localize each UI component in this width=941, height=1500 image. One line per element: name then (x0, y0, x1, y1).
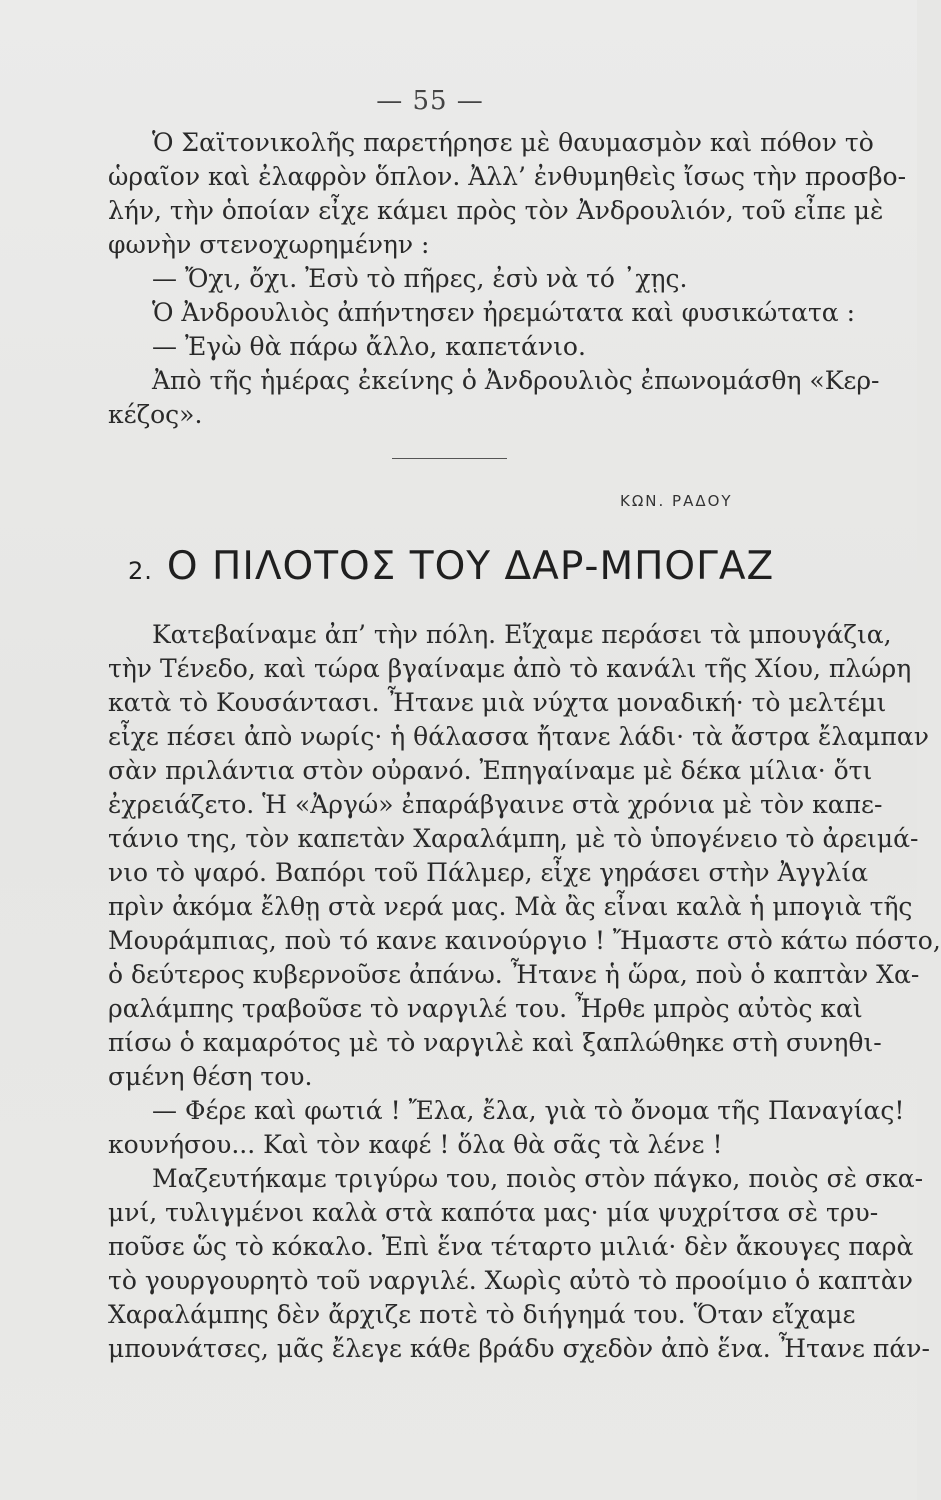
text-line: εἶχε πέσει ἀπὸ νωρίς· ἡ θάλασσα ἤτανε λάδι· τὰ ἄστρα ἔλαμπαν (108, 722, 929, 751)
top-paragraph (108, 126, 907, 432)
text-line: Ὁ Σαϊτονικολῆς παρετήρησε μὲ θαυμασμὸν καὶ πόθον τὸ (152, 128, 874, 157)
text-line: ραλάμπης τραβοῦσε τὸ ναργιλέ του. Ἦρθε μπρὸς αὐτὸς καὶ (108, 994, 863, 1023)
text-line: σμένη θέση του. (108, 1062, 313, 1091)
chapter-heading (128, 544, 774, 589)
text-line: μπουνάτσες, μᾶς ἔλεγε κάθε βράδυ σχεδὸν ἀπὸ ἕνα. Ἦτανε πάν- (108, 1334, 930, 1363)
text-line: τὴν Τένεδο, καὶ τώρα βγαίναμε ἀπὸ τὸ κανάλι τῆς Χίου, πλώρη (108, 654, 912, 683)
chapter-title: Ο ΠΙΛΟΤΟΣ ΤΟΥ ΔΑΡ-ΜΠΟΓΑΖ (166, 544, 775, 589)
section-divider (392, 458, 507, 459)
text-line: φωνὴν στενοχωρημένην : (108, 230, 430, 259)
text-line: πρὶν ἀκόμα ἔλθῃ στὰ νερά μας. Μὰ ἂς εἶναι καλὰ ἡ μπογιὰ τῆς (108, 892, 913, 921)
text-line: Χαραλάμπης δὲν ἄρχιζε ποτὲ τὸ διήγημά του. Ὅταν εἴχαμε (108, 1300, 856, 1329)
text-line: κουνήσου... Καὶ τὸν καφέ ! ὅλα θὰ σᾶς τὰ λένε ! (108, 1130, 723, 1159)
text-line: ποῦσε ὥς τὸ κόκαλο. Ἐπὶ ἕνα τέταρτο μιλιά· δὲν ἄκουγες παρὰ (108, 1232, 914, 1261)
page-number: — 55 — (376, 86, 484, 116)
text-line: σὰν πριλάντια στὸν οὐρανό. Ἐπηγαίναμε μὲ δέκα μίλια· ὅτι (108, 756, 873, 785)
text-line: τὸ γουργουρητὸ τοῦ ναργιλέ. Χωρὶς αὐτὸ τὸ προοίμιο ὁ καπτὰν (108, 1266, 913, 1295)
text-line: ὡραῖον καὶ ἐλαφρὸν ὅπλον. Ἀλλ’ ἐνθυμηθεὶς ἴσως τὴν προσβο- (108, 162, 907, 191)
text-line: ἐχρειάζετο. Ἡ «Ἀργώ» ἐπαράβγαινε στὰ χρόνια μὲ τὸν καπε- (108, 790, 883, 819)
text-line: λήν, τὴν ὁποίαν εἶχε κάμει πρὸς τὸν Ἀνδρουλιόν, τοῦ εἶπε μὲ (108, 196, 884, 225)
text-line: Ἀπὸ τῆς ἡμέρας ἐκείνης ὁ Ἀνδρουλιὸς ἐπωνομάσθη «Κερ- (152, 366, 880, 395)
chapter-number: 2. (128, 557, 153, 585)
text-line: νιο τὸ ψαρό. Βαπόρι τοῦ Πάλμερ, εἶχε γηράσει στὴν Ἀγγλία (108, 858, 869, 887)
text-line: Μαζευτήκαμε τριγύρω του, ποιὸς στὸν πάγκο, ποιὸς σὲ σκα- (152, 1164, 924, 1193)
author-signature: ΚΩΝ. ΡΑΔΟΥ (620, 492, 733, 510)
text-line: ὁ δεύτερος κυβερνοῦσε ἀπάνω. Ἦτανε ἡ ὥρα, ποὺ ὁ καπτὰν Χα- (108, 960, 920, 989)
text-line: κατὰ τὸ Κουσάντασι. Ἦτανε μιὰ νύχτα μοναδική· τὸ μελτέμι (108, 688, 887, 717)
text-line: — Ὄχι, ὄχι. Ἐσὺ τὸ πῆρες, ἐσὺ νὰ τό ᾽χῃς. (152, 264, 688, 293)
text-line: — Φέρε καὶ φωτιά ! Ἔλα, ἔλα, γιὰ τὸ ὄνομα τῆς Παναγίας! (152, 1096, 905, 1125)
text-line: κέζος». (108, 400, 203, 429)
text-line: πίσω ὁ καμαρότος μὲ τὸ ναργιλὲ καὶ ξαπλώθηκε στὴ συνηθι- (108, 1028, 882, 1057)
text-line: — Ἐγὼ θὰ πάρω ἄλλο, καπετάνιο. (152, 332, 586, 361)
story-text (108, 618, 941, 1366)
text-line: τάνιο της, τὸν καπετὰν Χαραλάμπη, μὲ τὸ ὑπογένειο τὸ ἀρειμά- (108, 824, 919, 853)
text-line: Ὁ Ἀνδρουλιὸς ἀπήντησεν ἠρεμώτατα καὶ φυσικώτατα : (152, 298, 856, 327)
text-line: μνί, τυλιγμένοι καλὰ στὰ καπότα μας· μία ψυχρίτσα σὲ τρυ- (108, 1198, 879, 1227)
text-line: Κατεβαίναμε ἀπ’ τὴν πόλη. Εἴχαμε περάσει τὰ μπουγάζια, (152, 620, 892, 649)
text-line: Μουράμπιας, ποὺ τό κανε καινούργιο ! Ἤμαστε στὸ κάτω πόστο, (108, 926, 941, 955)
